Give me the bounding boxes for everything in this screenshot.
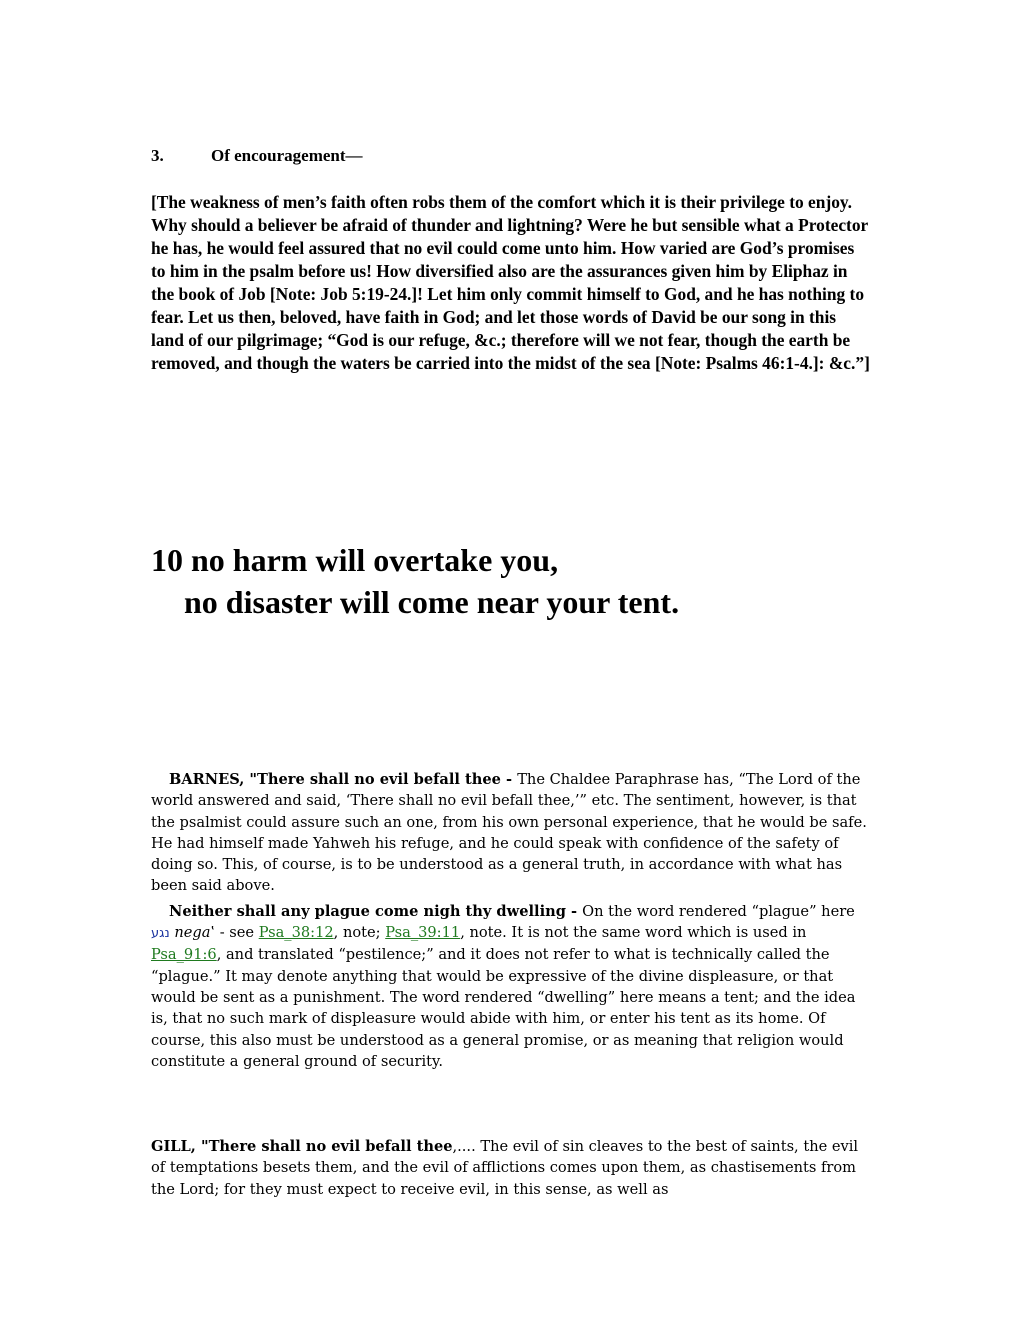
transliteration: nega‛	[174, 924, 216, 942]
gill-paragraph	[151, 1136, 876, 1200]
ref-link-psa-39-11[interactable]: Psa_39:11	[385, 924, 461, 942]
barnes-text-2c: , note;	[333, 924, 386, 942]
hebrew-word: נגע	[151, 926, 170, 942]
encouragement-paragraph: [The weakness of men’s faith often robs them of the comfort which it is their privilege to enjoy. Why should a believer be afraid of thunder and lightning? Were he but sensible what a Protector he has, he would feel assured that no evil could come unto him. How varied are God’s promises to him in the psalm before us! How diversified also are the assurances given him by Eliphaz in the book of Job [Note: Job 5:19-24.]! Let him only commit himself to God, and he has nothing to fear. Let us then, beloved, have faith in God; and let those words of David be our song in this land of our pilgrimage; “God is our refuge, &c.; therefore will we not fear, though the earth be removed, and though the waters be carried into the midst of the sea [Note: Psalms 46:1-4.]: &c.”]	[151, 192, 870, 373]
barnes-text-1: The Chaldee Paraphrase has, “The Lord of the world answered and said, ‘There shall no evil befall thee,’” etc. The sentiment, however, is that the psalmist could assure such an one, from his own personal experience, that he would be safe. He had himself made Yahweh his refuge, and he could speak with confidence of the safety of doing so. This, of course, is to be understood as a general truth, in accordance with what has been said above.	[151, 771, 867, 895]
barnes-text-2b: - see	[215, 924, 259, 942]
barnes-lead-2: Neither shall any plague come nigh thy dwelling -	[169, 902, 583, 920]
barnes-lead: BARNES, "There shall no evil befall thee -	[169, 771, 518, 788]
section-heading	[151, 146, 363, 166]
barnes-text-2e: , and translated “pestilence;” and it does not refer to what is technically called the “plague.” It may denote anything that would be expressive of the divine displeasure, or that would be sent as a punishment. The word rendered “dwelling” here means a tent; and the idea is, that no such mark of displeasure would abide with him, or enter his tent as its home. Of course, this also must be understood as a general promise, or as meaning that religion would constitute a general ground of security.	[151, 946, 856, 1070]
verse-heading	[151, 539, 911, 623]
barnes-text-2d: , note. It is not the same word which is used in	[460, 924, 807, 942]
verse-line-2: no disaster will come near your tent.	[184, 584, 680, 620]
verse-line-1: 10 no harm will overtake you,	[151, 542, 559, 578]
barnes-paragraph-1	[151, 769, 876, 897]
barnes-commentary	[151, 769, 876, 1072]
ref-link-psa-91-6[interactable]: Psa_91:6	[151, 946, 217, 964]
gill-text: ,.... The evil of sin cleaves to the best of saints, the evil of temptations besets them, and the evil of afflictions comes upon them, as chastisements from the Lord; for they must expect to receive evil, in this sense, as well as	[151, 1138, 859, 1198]
barnes-text-2a: On the word rendered “plague” here	[582, 902, 855, 920]
gill-lead: GILL, "There shall no evil befall thee	[151, 1138, 453, 1155]
barnes-paragraph-2	[151, 901, 876, 1072]
gill-commentary	[151, 1136, 876, 1200]
section-number: 3.	[151, 146, 164, 165]
ref-link-psa-38-12[interactable]: Psa_38:12	[258, 924, 334, 942]
section-title: Of encouragement—	[211, 146, 363, 165]
